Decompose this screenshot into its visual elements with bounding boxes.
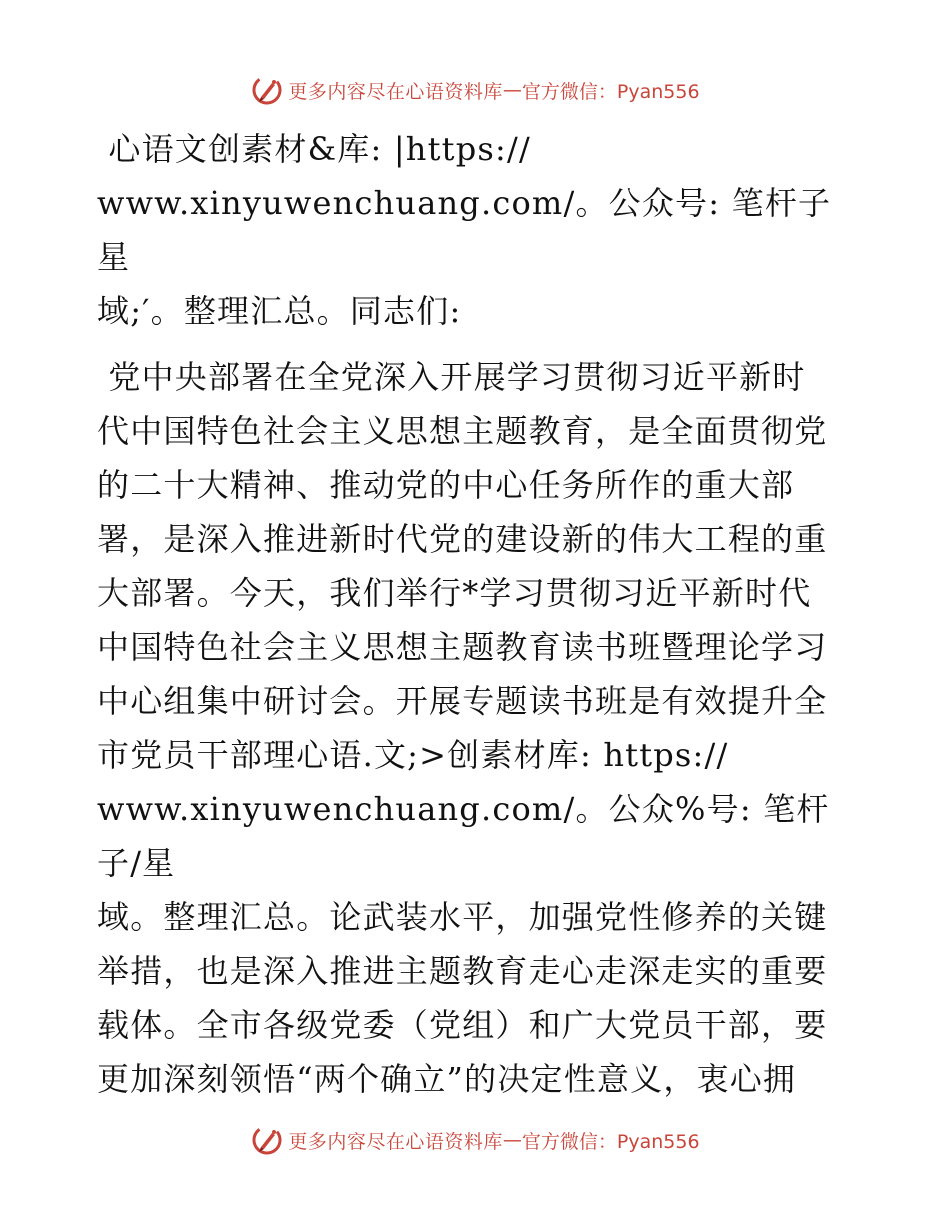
banner-separator: — (502, 79, 522, 101)
header-banner (0, 70, 950, 110)
intro-paragraph: 心语文创素材&库: |https:// www.xinyuwenchuang.com/。公众号: 笔杆子星 域;′。整理汇总。同志们: (97, 130, 832, 330)
banner-text: 更多内容尽在心语资料库 (288, 80, 503, 103)
banner-text: 更多内容尽在心语资料库 (288, 1130, 503, 1153)
pen-in-circle-logo-icon (250, 1123, 284, 1157)
footer-banner (0, 1120, 950, 1160)
document-body (97, 122, 857, 1106)
main-paragraph: 党中央部署在全党深入开展学习贯彻习近平新时 代中国特色社会主义思想主题教育，是全面贯彻党 的二十大精神、推动党的中心任务所作的重大部 署，是深入推进新时代党的建设新的伟大工程的重 大部署。今天，我们举行*学习贯彻习近平新时代 中国特色社会主义思想主题教育读书班暨理论学习 中心组集中研讨会。开展专题读书班是有效提升全 市党员干部理心语.文;>创素材库: https:// www.xinyuwenchuang.com/。公众%号: 笔杆子/星 域。整理汇总。论武装水平，加强党性修养的关键 举措，也是深入推进主题教育走心走深走实的重要 载体。全市各级党委（党组）和广大党员干部，要 更加深刻领悟“两个确立”的决定性意义，衷心拥 (97, 358, 830, 1098)
banner-separator: — (502, 1129, 522, 1151)
pen-in-circle-logo-icon (250, 73, 284, 107)
banner-wechat: 官方微信：Pyan556 (521, 80, 700, 103)
banner-wechat: 官方微信：Pyan556 (521, 1130, 700, 1153)
